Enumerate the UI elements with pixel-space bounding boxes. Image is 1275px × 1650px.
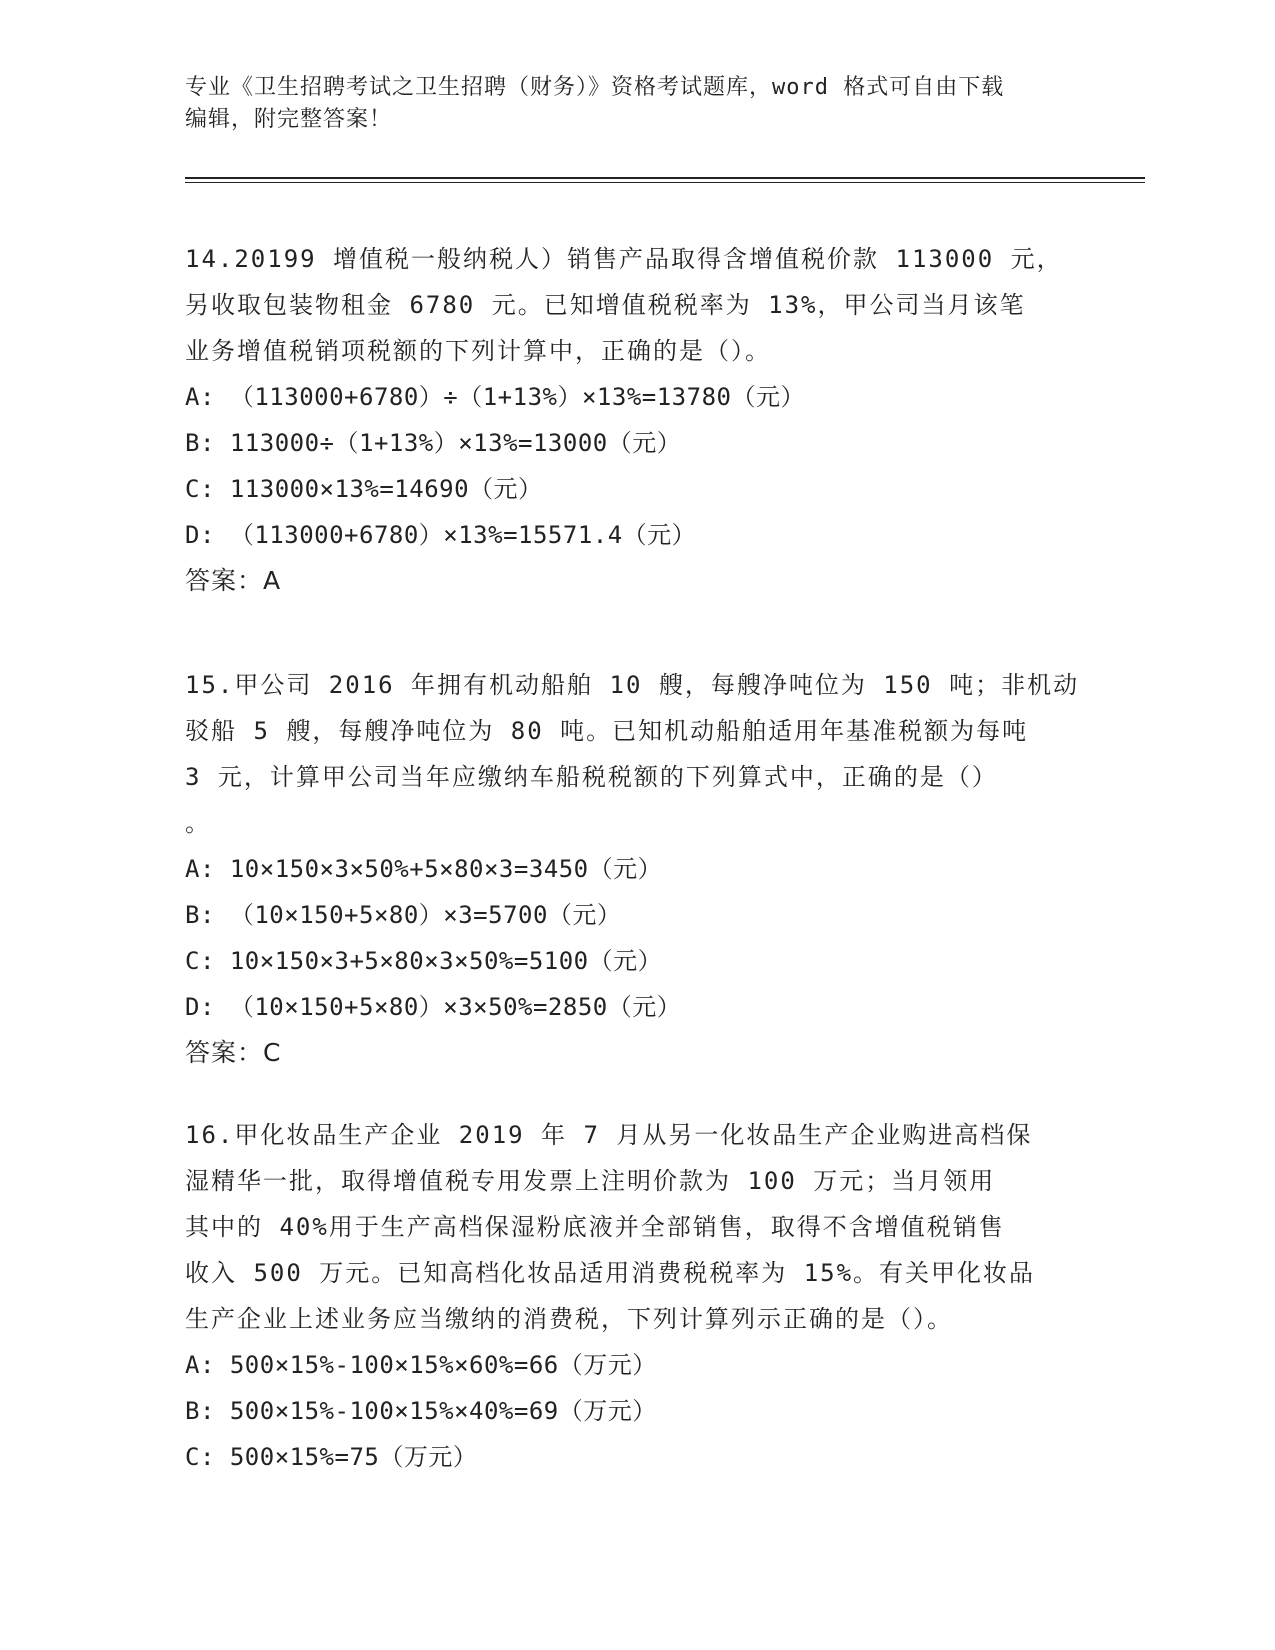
question-text-line: 14.20199 增值税一般纳税人）销售产品取得含增值税价款 113000 元， xyxy=(185,245,1063,273)
header-divider-thin xyxy=(185,182,1145,183)
question-text-line: 湿精华一批，取得增值税专用发票上注明价款为 100 万元；当月领用 xyxy=(185,1167,996,1195)
option-c: C: 10×150×3+5×80×3×50%=5100（元） xyxy=(185,947,663,975)
answer-line: 答案：C xyxy=(185,1038,282,1067)
page-header xyxy=(185,72,1085,136)
option-c: C: 113000×13%=14690（元） xyxy=(185,475,543,503)
question-text-line: 生产企业上述业务应当缴纳的消费税，下列计算列示正确的是（）。 xyxy=(185,1305,953,1333)
option-a: A: 500×15%-100×15%×60%=66（万元） xyxy=(185,1351,657,1379)
question-text-line: 15.甲公司 2016 年拥有机动船舶 10 艘，每艘净吨位为 150 吨；非机动 xyxy=(185,671,1080,699)
question-text-line: 3 元，计算甲公司当年应缴纳车船税税额的下列算式中，正确的是（） xyxy=(185,763,998,791)
header-title-line-2: 编辑，附完整答案！ xyxy=(185,107,393,132)
option-b: B: 500×15%-100×15%×40%=69（万元） xyxy=(185,1397,657,1425)
question-text-line: 驳船 5 艘，每艘净吨位为 80 吨。已知机动船舶适用年基准税额为每吨 xyxy=(185,717,1029,745)
option-b: B: （10×150+5×80）×3=5700（元） xyxy=(185,901,622,929)
header-divider-thick xyxy=(185,177,1145,179)
question-16 xyxy=(185,1112,1085,1480)
header-title-line-1: 专业《卫生招聘考试之卫生招聘（财务）》资格考试题库，word 格式可自由下载 xyxy=(185,75,1005,100)
option-d: D: （10×150+5×80）×3×50%=2850（元） xyxy=(185,993,682,1021)
question-text-line: 业务增值税销项税额的下列计算中，正确的是（）。 xyxy=(185,337,771,365)
option-b: B: 113000÷（1+13%）×13%=13000（元） xyxy=(185,429,682,457)
question-text-line: 。 xyxy=(185,809,211,837)
question-text-line: 16.甲化妆品生产企业 2019 年 7 月从另一化妆品生产企业购进高档保 xyxy=(185,1121,1033,1149)
option-a: A: 10×150×3×50%+5×80×3=3450（元） xyxy=(185,855,663,883)
question-14 xyxy=(185,236,1085,604)
question-text-line: 其中的 40%用于生产高档保湿粉底液并全部销售，取得不含增值税销售 xyxy=(185,1213,1005,1241)
question-text-line: 另收取包装物租金 6780 元。已知增值税税率为 13%，甲公司当月该笔 xyxy=(185,291,1026,319)
option-a: A: （113000+6780）÷（1+13%）×13%=13780（元） xyxy=(185,383,805,411)
question-text-line: 收入 500 万元。已知高档化妆品适用消费税税率为 15%。有关甲化妆品 xyxy=(185,1259,1036,1287)
question-15 xyxy=(185,662,1085,1076)
answer-line: 答案：A xyxy=(185,566,282,595)
option-d: D: （113000+6780）×13%=15571.4（元） xyxy=(185,521,697,549)
option-c: C: 500×15%=75（万元） xyxy=(185,1443,478,1471)
